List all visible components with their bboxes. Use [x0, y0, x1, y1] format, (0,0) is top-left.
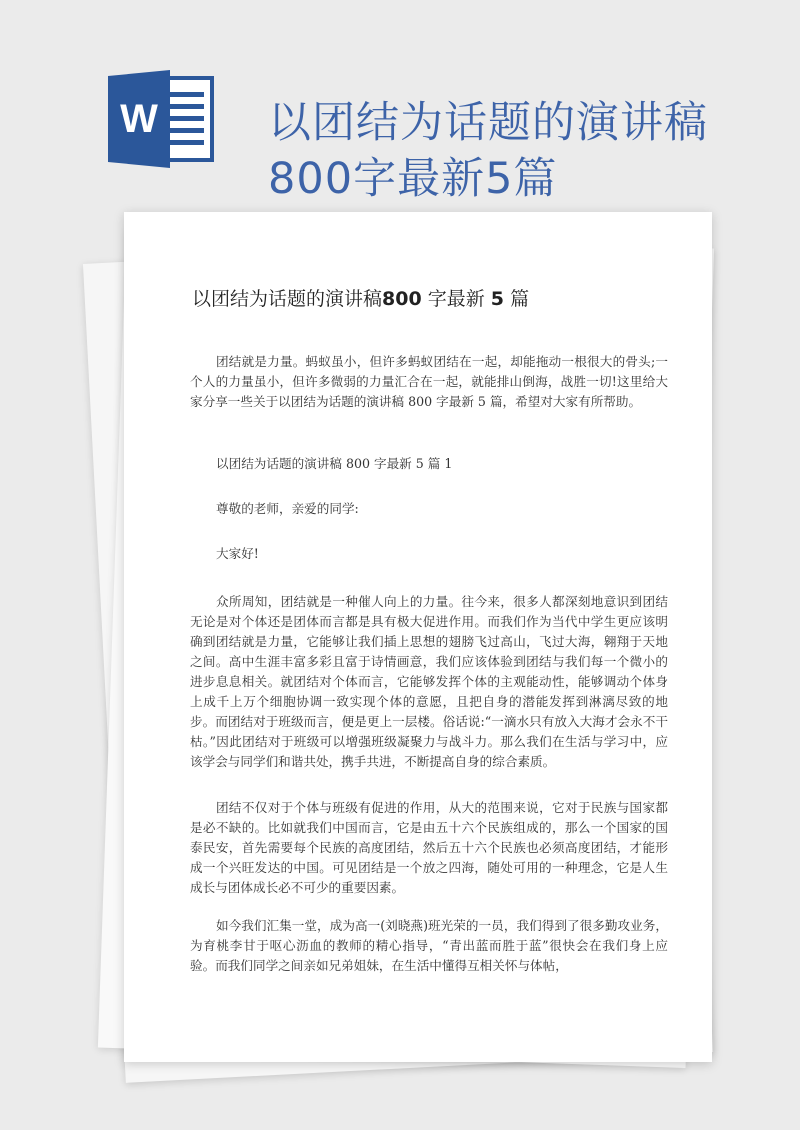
word-document-icon	[108, 70, 216, 168]
title-line-1: 以团结为话题的演讲稿	[268, 97, 708, 148]
intro-paragraph: 团结就是力量。蚂蚁虽小，但许多蚂蚁团结在一起，却能拖动一根很大的骨头;一个人的力量虽小，但许多微弱的力量汇合在一起，就能排山倒海，战胜一切!这里给大家分享一些关于以团结为话题的演讲稿 800 字最新 5 篇，希望对大家有所帮助。	[190, 354, 668, 409]
section-heading: 以团结为话题的演讲稿 800 字最新 5 篇 1	[216, 456, 453, 471]
greeting: 大家好!	[216, 546, 259, 561]
title-line-2: 800字最新5篇	[268, 153, 558, 204]
body-paragraph: 众所周知，团结就是一种催人向上的力量。往今来，很多人都深刻地意识到团结无论是对个体还是团体而言都是具有极大促进作用。而我们作为当代中学生更应该明确到团结就是力量，它能够让我们插上思想的翅膀飞过高山，飞过大海，翱翔于天地之间。高中生涯丰富多彩且富于诗情画意，我们应该体验到团结与我们每一个微小的进步息息相关。就团结对个体而言，它能够发挥个体的主观能动性，能够调动个体身上成千上万个细胞协调一致实现个体的意愿，且把自身的潜能发挥到淋漓尽致的地步。而团结对于班级而言，便是更上一层楼。俗话说:“一滴水只有放入大海才会永不干枯。”因此团结对于班级可以增强班级凝聚力与战斗力。那么我们在生活与学习中，应该学会与同学们和谐共处，携手共进，不断提高自身的综合素质。	[190, 594, 668, 769]
salutation: 尊敬的老师，亲爱的同学:	[216, 501, 359, 516]
page-header	[0, 0, 800, 210]
document-page[interactable]	[124, 212, 712, 1062]
logo-letter: W	[120, 97, 158, 141]
page-title	[268, 95, 788, 207]
body-paragraph: 如今我们汇集一堂，成为高一(刘晓燕)班光荣的一员，我们得到了很多勤攻业务，为育桃李甘于呕心沥血的教师的精心指导，“青出蓝而胜于蓝”很快会在我们身上应验。而我们同学之间亲如兄弟姐妹，在生活中懂得互相关怀与体帖，	[190, 918, 668, 973]
body-paragraph: 团结不仅对于个体与班级有促进的作用，从大的范围来说，它对于民族与国家都是必不缺的。比如就我们中国而言，它是由五十六个民族组成的，那么一个国家的国泰民安，首先需要每个民族的高度团结，然后五十六个民族也必须高度团结，才能形成一个兴旺发达的中国。可见团结是一个放之四海，随处可用的一种理念，它是人生成长与团体成长必不可少的重要因素。	[190, 800, 668, 895]
document-title: 以团结为话题的演讲稿800 字最新 5 篇	[192, 288, 530, 310]
